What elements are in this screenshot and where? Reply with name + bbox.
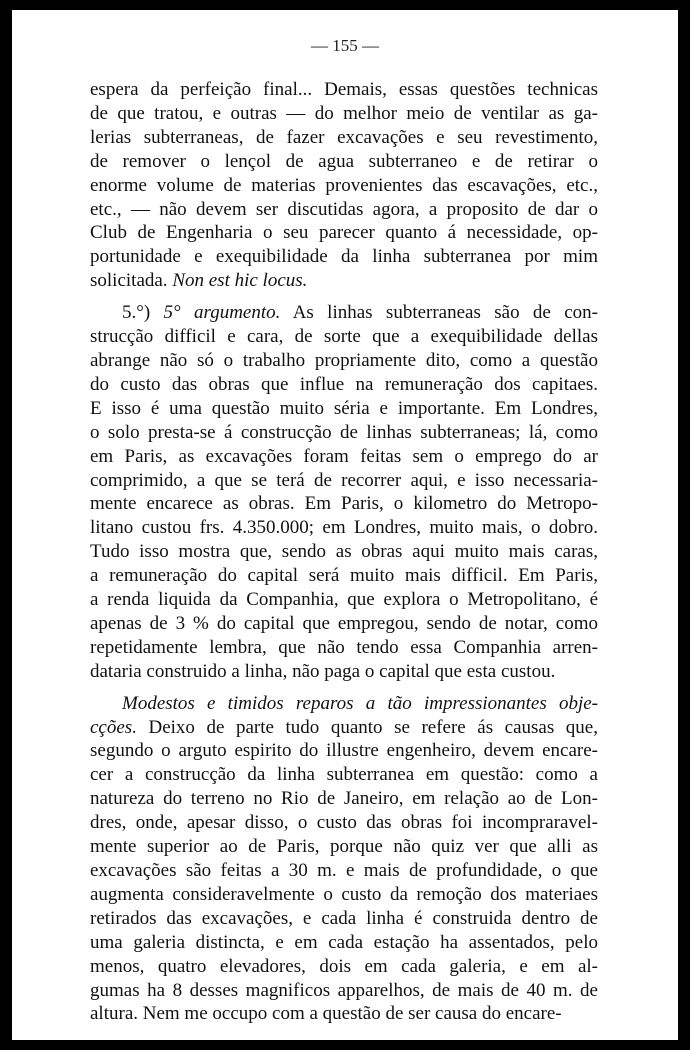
text-run: menos, quatro elevadores, dois em cada galeria, e em al- (90, 955, 598, 977)
text-run: repetidamente lembra, que não tendo essa Companhia arren- (90, 636, 598, 658)
text-line (90, 1002, 598, 1026)
text-line (90, 907, 598, 931)
text-line (90, 564, 598, 588)
text-line (90, 269, 598, 293)
text-run: etc., — não devem ser discutidas agora, a proposito de dar o (90, 198, 598, 220)
text-run: 5.°) (122, 302, 164, 324)
text-line (90, 126, 598, 150)
text-run: gumas ha 8 desses magnificos apparelhos, de mais de 40 m. de (90, 979, 598, 1001)
text-line (90, 763, 598, 787)
text-run: natureza do terreno no Rio de Janeiro, em relação ao de Lon- (90, 788, 598, 810)
text-line (90, 787, 598, 811)
text-line (90, 78, 598, 102)
text-run: excavações são feitas a 30 m. e mais de profundidade, o que (90, 860, 598, 881)
text-line (90, 835, 598, 859)
text-line (90, 421, 598, 445)
paragraph-gap (90, 684, 598, 692)
italic-text: Modestos e timidos reparos a tão impressionantes obje- (122, 692, 598, 714)
text-run: abrange não só o trabalho propriamente dito, como a questão (90, 349, 598, 371)
text-line (90, 150, 598, 174)
text-run: litano custou frs. 4.350.000; em Londres, muito mais, o dobro. (90, 517, 598, 539)
text-line (90, 301, 598, 325)
text-line (90, 739, 598, 763)
text-line (90, 859, 598, 883)
text-line (90, 883, 598, 907)
text-run: retirados das excavações, e cada linha é construida dentro de (90, 907, 598, 929)
text-run: strucção difficil e cara, de sorte que a exequibilidade dellas (90, 326, 598, 348)
page-text (90, 78, 598, 1026)
text-line (90, 373, 598, 397)
italic-text: Non est hic locus. (172, 270, 308, 292)
text-line (90, 955, 598, 979)
paragraph-gap (90, 293, 598, 301)
text-line (90, 979, 598, 1003)
text-line (90, 540, 598, 564)
text-run: cer a construcção da linha subterranea em questão: como a (90, 764, 598, 786)
text-run: Deixo de parte tudo quanto se refere ás causas que, (136, 716, 598, 738)
text-run: a remuneração do capital será muito mais difficil. Em Paris, (90, 565, 598, 587)
text-line (90, 221, 598, 245)
text-run: do custo das obras que influe na remuneração dos capitaes. (90, 373, 598, 395)
text-run: segundo o arguto espirito do illustre engenheiro, devem encare- (90, 740, 598, 762)
page-number: — 155 — (311, 36, 379, 55)
text-run: de remover o lençol de agua subterraneo e de retirar o (90, 150, 598, 172)
text-line (90, 102, 598, 126)
text-run: comprimido, a que se terá de recorrer aqui, e isso necessaria- (90, 469, 598, 491)
text-run: apenas de 3 % do capital que empregou, sendo de notar, como (90, 612, 598, 634)
text-run: As linhas subterraneas são de con- (280, 302, 598, 324)
text-run: o solo presta-se á construcção de linhas subterraneas; lá, como (90, 421, 598, 443)
text-line (90, 445, 598, 469)
text-run: Club de Engenharia o seu parecer quanto á necessidade, op- (90, 222, 598, 244)
text-run: em Paris, as excavações foram feitas sem o emprego do ar (90, 445, 598, 467)
text-run: enorme volume de materias provenientes das escavações, etc., (90, 174, 598, 196)
text-line (90, 811, 598, 835)
paragraph (90, 692, 598, 1027)
text-line (90, 325, 598, 349)
text-line (90, 492, 598, 516)
text-run: mente superior ao de Paris, porque não quiz ver que alli as (90, 836, 598, 858)
text-run: Tudo isso mostra que, sendo as obras aqui muito mais caras, (90, 541, 598, 563)
text-line (90, 612, 598, 636)
text-line (90, 692, 598, 716)
text-line (90, 245, 598, 269)
text-run: dres, onde, apesar disso, o custo das obras foi incompraravel- (90, 812, 598, 834)
text-line (90, 174, 598, 198)
text-run: dataria construido a linha, não paga o capital que esta custou. (90, 660, 556, 682)
italic-text: 5° argumento. (163, 302, 281, 324)
text-line (90, 660, 598, 684)
text-run: portunidade e exequibilidade da linha subterranea por mim (90, 246, 598, 268)
paragraph (90, 78, 598, 293)
text-line (90, 349, 598, 373)
text-line (90, 397, 598, 421)
text-run: E isso é uma questão muito séria e importante. Em Londres, (90, 397, 598, 419)
text-run: lerias subterraneas, de fazer excavações e seu revestimento, (90, 126, 598, 148)
text-line (90, 516, 598, 540)
text-line (90, 636, 598, 660)
text-line (90, 931, 598, 955)
text-run: altura. Nem me occupo com a questão de ser causa do encare- (90, 1003, 562, 1025)
book-page (12, 10, 678, 1040)
text-run: a renda liquida da Companhia, que explora o Metropolitano, é (90, 589, 598, 611)
text-run: uma galeria distincta, e em cada estação ha assentados, pelo (90, 931, 598, 953)
text-run: augmenta consideravelmente o custo da remoção dos materiaes (90, 883, 598, 905)
text-run: espera da perfeição final... Demais, essas questões technicas (90, 79, 598, 100)
text-run: solicitada. (90, 270, 173, 292)
text-line (90, 469, 598, 493)
italic-text: cções. (90, 716, 137, 738)
text-run: de que tratou, e outras — do melhor meio de ventilar as ga- (90, 102, 598, 124)
text-run: mente encarece as obras. Em Paris, o kilometro do Metropo- (90, 493, 598, 515)
text-line (90, 588, 598, 612)
paragraph (90, 301, 598, 684)
text-line (90, 198, 598, 222)
text-line (90, 716, 598, 740)
